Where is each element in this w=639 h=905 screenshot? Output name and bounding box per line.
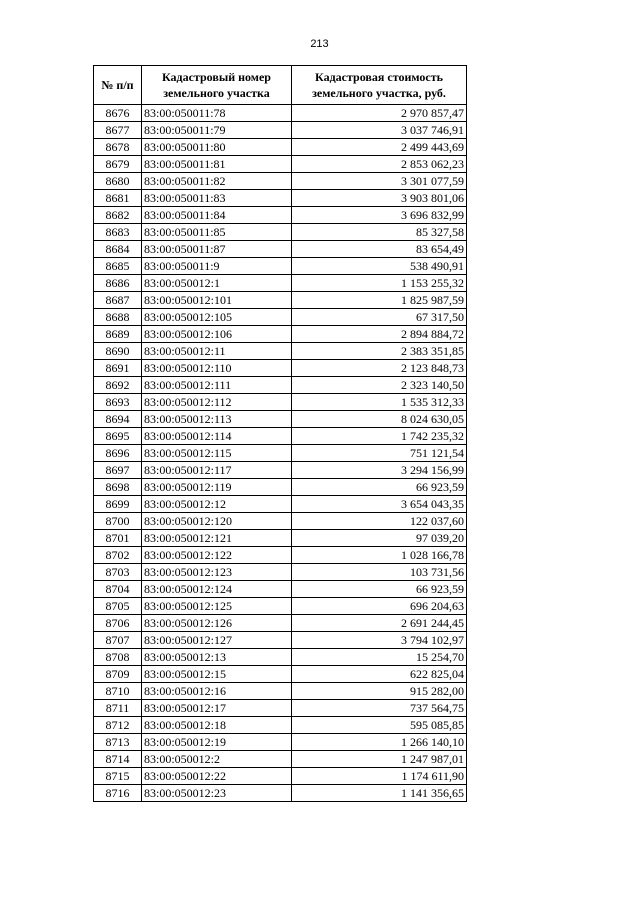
table-row <box>94 683 467 700</box>
row-cadastral-value: 2 383 351,85 <box>292 343 467 360</box>
table-row <box>94 173 467 190</box>
row-cadastral-value: 67 317,50 <box>292 309 467 326</box>
row-cadastral-value: 1 247 987,01 <box>292 751 467 768</box>
row-cadastral-value: 3 794 102,97 <box>292 632 467 649</box>
table-row <box>94 700 467 717</box>
row-cadastral-number: 83:00:050012:17 <box>142 700 292 717</box>
row-index: 8681 <box>94 190 142 207</box>
row-index: 8683 <box>94 224 142 241</box>
row-index: 8691 <box>94 360 142 377</box>
table-row <box>94 275 467 292</box>
row-cadastral-value: 1 174 611,90 <box>292 768 467 785</box>
row-cadastral-number: 83:00:050012:117 <box>142 462 292 479</box>
row-cadastral-number: 83:00:050012:114 <box>142 428 292 445</box>
row-index: 8695 <box>94 428 142 445</box>
row-index: 8700 <box>94 513 142 530</box>
row-index: 8706 <box>94 615 142 632</box>
row-cadastral-number: 83:00:050011:81 <box>142 156 292 173</box>
row-cadastral-value: 1 266 140,10 <box>292 734 467 751</box>
row-cadastral-value: 3 696 832,99 <box>292 207 467 224</box>
table-row <box>94 564 467 581</box>
row-cadastral-value: 2 894 884,72 <box>292 326 467 343</box>
row-cadastral-value: 2 123 848,73 <box>292 360 467 377</box>
row-cadastral-value: 1 825 987,59 <box>292 292 467 309</box>
row-cadastral-number: 83:00:050012:122 <box>142 547 292 564</box>
row-cadastral-number: 83:00:050012:112 <box>142 394 292 411</box>
row-cadastral-number: 83:00:050012:16 <box>142 683 292 700</box>
row-index: 8711 <box>94 700 142 717</box>
row-cadastral-number: 83:00:050011:79 <box>142 122 292 139</box>
table-row <box>94 122 467 139</box>
table-row <box>94 479 467 496</box>
row-index: 8688 <box>94 309 142 326</box>
table-row <box>94 632 467 649</box>
row-cadastral-value: 3 294 156,99 <box>292 462 467 479</box>
row-cadastral-value: 915 282,00 <box>292 683 467 700</box>
row-index: 8686 <box>94 275 142 292</box>
page-number: 213 <box>310 38 329 50</box>
row-cadastral-value: 3 654 043,35 <box>292 496 467 513</box>
row-index: 8687 <box>94 292 142 309</box>
row-cadastral-value: 2 970 857,47 <box>292 105 467 122</box>
row-cadastral-number: 83:00:050011:83 <box>142 190 292 207</box>
row-cadastral-number: 83:00:050012:124 <box>142 581 292 598</box>
table-header <box>94 66 467 105</box>
table-row <box>94 513 467 530</box>
row-index: 8689 <box>94 326 142 343</box>
row-cadastral-number: 83:00:050011:87 <box>142 241 292 258</box>
row-cadastral-number: 83:00:050011:85 <box>142 224 292 241</box>
row-cadastral-number: 83:00:050012:120 <box>142 513 292 530</box>
row-cadastral-value: 3 903 801,06 <box>292 190 467 207</box>
row-cadastral-number: 83:00:050011:78 <box>142 105 292 122</box>
row-cadastral-number: 83:00:050012:110 <box>142 360 292 377</box>
cadastre-table <box>93 65 467 802</box>
row-cadastral-value: 737 564,75 <box>292 700 467 717</box>
row-index: 8716 <box>94 785 142 802</box>
row-index: 8699 <box>94 496 142 513</box>
table-row <box>94 734 467 751</box>
row-cadastral-number: 83:00:050012:13 <box>142 649 292 666</box>
row-cadastral-number: 83:00:050012:115 <box>142 445 292 462</box>
table-row <box>94 717 467 734</box>
row-index: 8690 <box>94 343 142 360</box>
row-cadastral-value: 622 825,04 <box>292 666 467 683</box>
row-cadastral-value: 66 923,59 <box>292 479 467 496</box>
table-row <box>94 258 467 275</box>
table-row <box>94 105 467 122</box>
row-cadastral-number: 83:00:050012:106 <box>142 326 292 343</box>
row-cadastral-number: 83:00:050011:84 <box>142 207 292 224</box>
table-row <box>94 598 467 615</box>
table-row <box>94 666 467 683</box>
table-row <box>94 411 467 428</box>
row-index: 8708 <box>94 649 142 666</box>
row-index: 8676 <box>94 105 142 122</box>
row-index: 8715 <box>94 768 142 785</box>
table-row <box>94 309 467 326</box>
row-index: 8697 <box>94 462 142 479</box>
table-row <box>94 785 467 802</box>
row-cadastral-value: 1 742 235,32 <box>292 428 467 445</box>
row-index: 8712 <box>94 717 142 734</box>
row-cadastral-number: 83:00:050012:119 <box>142 479 292 496</box>
row-cadastral-value: 1 535 312,33 <box>292 394 467 411</box>
row-index: 8707 <box>94 632 142 649</box>
row-cadastral-value: 3 037 746,91 <box>292 122 467 139</box>
table-row <box>94 768 467 785</box>
header-row <box>94 66 467 105</box>
row-cadastral-value: 2 853 062,23 <box>292 156 467 173</box>
row-index: 8696 <box>94 445 142 462</box>
row-cadastral-value: 8 024 630,05 <box>292 411 467 428</box>
table-row <box>94 547 467 564</box>
table-row <box>94 207 467 224</box>
row-index: 8693 <box>94 394 142 411</box>
header-index: № п/п <box>94 66 142 105</box>
table-row <box>94 751 467 768</box>
row-cadastral-value: 696 204,63 <box>292 598 467 615</box>
row-index: 8704 <box>94 581 142 598</box>
row-index: 8705 <box>94 598 142 615</box>
row-cadastral-number: 83:00:050012:12 <box>142 496 292 513</box>
row-cadastral-value: 122 037,60 <box>292 513 467 530</box>
row-index: 8679 <box>94 156 142 173</box>
row-index: 8710 <box>94 683 142 700</box>
row-index: 8701 <box>94 530 142 547</box>
row-cadastral-number: 83:00:050012:105 <box>142 309 292 326</box>
row-cadastral-value: 1 153 255,32 <box>292 275 467 292</box>
row-index: 8709 <box>94 666 142 683</box>
row-cadastral-number: 83:00:050012:1 <box>142 275 292 292</box>
row-cadastral-number: 83:00:050011:9 <box>142 258 292 275</box>
row-index: 8692 <box>94 377 142 394</box>
table-row <box>94 394 467 411</box>
row-cadastral-value: 66 923,59 <box>292 581 467 598</box>
table-row <box>94 462 467 479</box>
table-row <box>94 156 467 173</box>
table-row <box>94 326 467 343</box>
table-row <box>94 445 467 462</box>
row-index: 8703 <box>94 564 142 581</box>
table-row <box>94 581 467 598</box>
table-row <box>94 530 467 547</box>
row-index: 8678 <box>94 139 142 156</box>
row-cadastral-value: 2 323 140,50 <box>292 377 467 394</box>
row-index: 8698 <box>94 479 142 496</box>
table-row <box>94 428 467 445</box>
table-body <box>94 105 467 802</box>
row-index: 8714 <box>94 751 142 768</box>
row-index: 8684 <box>94 241 142 258</box>
header-cadastral-number: Кадастровый номер земельного участка <box>142 66 292 105</box>
row-cadastral-number: 83:00:050012:19 <box>142 734 292 751</box>
table-row <box>94 343 467 360</box>
row-cadastral-value: 595 085,85 <box>292 717 467 734</box>
table-row <box>94 377 467 394</box>
row-index: 8713 <box>94 734 142 751</box>
table-row <box>94 496 467 513</box>
table-row <box>94 292 467 309</box>
row-cadastral-number: 83:00:050012:111 <box>142 377 292 394</box>
row-cadastral-number: 83:00:050012:18 <box>142 717 292 734</box>
table-row <box>94 360 467 377</box>
table-row <box>94 241 467 258</box>
row-index: 8685 <box>94 258 142 275</box>
table-row <box>94 649 467 666</box>
row-index: 8702 <box>94 547 142 564</box>
row-cadastral-number: 83:00:050012:123 <box>142 564 292 581</box>
row-cadastral-number: 83:00:050012:23 <box>142 785 292 802</box>
row-cadastral-number: 83:00:050012:15 <box>142 666 292 683</box>
row-cadastral-number: 83:00:050012:101 <box>142 292 292 309</box>
row-cadastral-number: 83:00:050011:80 <box>142 139 292 156</box>
row-cadastral-number: 83:00:050012:22 <box>142 768 292 785</box>
table-row <box>94 190 467 207</box>
row-cadastral-number: 83:00:050012:113 <box>142 411 292 428</box>
row-cadastral-number: 83:00:050012:125 <box>142 598 292 615</box>
table-row <box>94 139 467 156</box>
row-cadastral-value: 538 490,91 <box>292 258 467 275</box>
row-cadastral-value: 97 039,20 <box>292 530 467 547</box>
row-cadastral-value: 1 141 356,65 <box>292 785 467 802</box>
row-cadastral-number: 83:00:050011:82 <box>142 173 292 190</box>
row-cadastral-value: 2 691 244,45 <box>292 615 467 632</box>
row-cadastral-value: 83 654,49 <box>292 241 467 258</box>
row-index: 8682 <box>94 207 142 224</box>
row-index: 8694 <box>94 411 142 428</box>
row-cadastral-value: 3 301 077,59 <box>292 173 467 190</box>
row-cadastral-number: 83:00:050012:126 <box>142 615 292 632</box>
row-cadastral-value: 1 028 166,78 <box>292 547 467 564</box>
header-cadastral-value: Кадастровая стоимость земельного участка, руб. <box>292 66 467 105</box>
row-index: 8680 <box>94 173 142 190</box>
table-row <box>94 615 467 632</box>
row-cadastral-number: 83:00:050012:127 <box>142 632 292 649</box>
row-cadastral-value: 15 254,70 <box>292 649 467 666</box>
row-cadastral-number: 83:00:050012:2 <box>142 751 292 768</box>
row-index: 8677 <box>94 122 142 139</box>
row-cadastral-number: 83:00:050012:11 <box>142 343 292 360</box>
table-row <box>94 224 467 241</box>
row-cadastral-value: 751 121,54 <box>292 445 467 462</box>
row-cadastral-number: 83:00:050012:121 <box>142 530 292 547</box>
row-cadastral-value: 2 499 443,69 <box>292 139 467 156</box>
row-cadastral-value: 103 731,56 <box>292 564 467 581</box>
row-cadastral-value: 85 327,58 <box>292 224 467 241</box>
